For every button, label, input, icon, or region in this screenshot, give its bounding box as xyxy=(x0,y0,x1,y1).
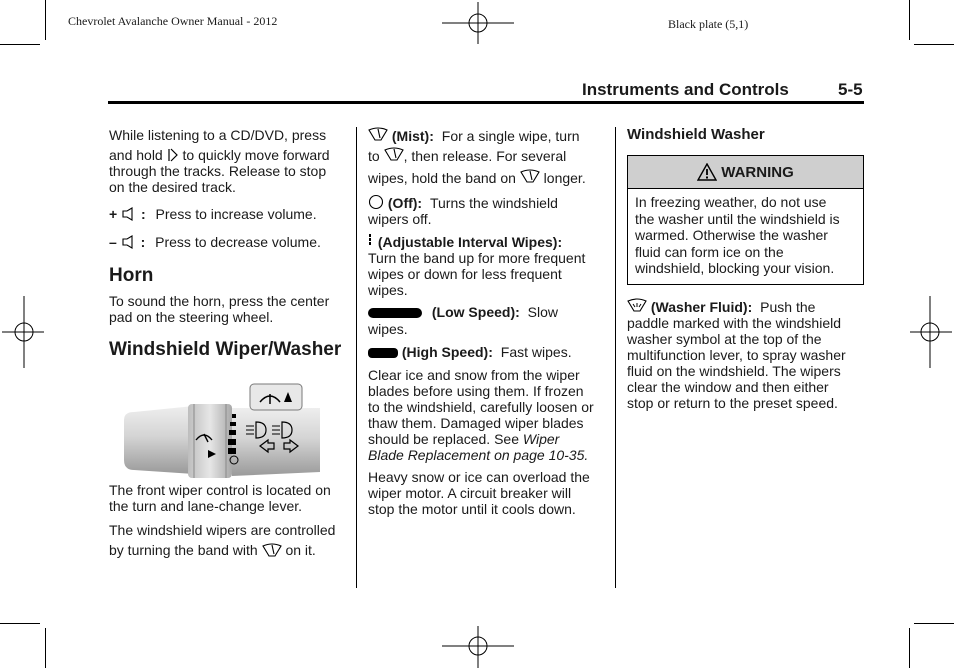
text-line: clear the window and then either xyxy=(627,379,829,395)
text-line: stop the motor until it cools down. xyxy=(368,501,576,517)
text-span: Press to decrease volume. xyxy=(155,234,321,250)
washer-fluid-paragraph xyxy=(627,298,867,411)
text-line: To sound the horn, press the center xyxy=(109,293,330,309)
text-line xyxy=(368,431,594,447)
text-line: stop or return to the preset speed. xyxy=(627,395,838,411)
washer-fluid-icon xyxy=(627,298,647,314)
off-label: (Off): xyxy=(387,195,423,211)
wiper-mist-icon xyxy=(384,147,404,163)
text-span: wipes, hold the band on xyxy=(368,170,516,186)
seek-forward-icon xyxy=(167,148,179,162)
text-line: Heavy snow or ice can overload the xyxy=(368,469,590,485)
registration-mark-icon xyxy=(2,296,44,368)
wiper-mist-icon xyxy=(368,127,388,143)
warning-box xyxy=(627,155,864,285)
horn-paragraph xyxy=(109,293,329,325)
high-speed-paragraph xyxy=(368,344,572,360)
wiper-high-speed-icon xyxy=(368,347,398,359)
text-line: thaw them. Damaged wiper blades xyxy=(368,415,584,431)
text-line xyxy=(368,127,608,144)
text-span: Push the xyxy=(760,299,816,315)
text-span: , then release. For several xyxy=(403,148,567,164)
column-divider xyxy=(615,127,616,588)
washer-fluid-label: (Washer Fluid): xyxy=(650,299,753,315)
text-span: For a single wipe, turn xyxy=(441,128,580,144)
text-line: the turn and lane-change lever. xyxy=(109,498,303,514)
text-line: multifunction lever, to spray washer xyxy=(627,347,846,363)
manual-title: Chevrolet Avalanche Owner Manual - 2012 xyxy=(68,14,278,28)
crop-mark xyxy=(0,623,40,624)
cd-paragraph xyxy=(109,127,349,197)
mist-paragraph xyxy=(368,127,608,186)
text-span: by turning the band with xyxy=(109,542,258,558)
text-line xyxy=(109,147,349,163)
text-span: to xyxy=(368,148,380,164)
text-line: Turn the band up for more frequent xyxy=(368,250,586,266)
wiper-low-speed-icon xyxy=(368,307,422,319)
text-line: While listening to a CD/DVD, press xyxy=(109,127,327,143)
low-speed-paragraph xyxy=(368,304,608,337)
page-number: 5-5 xyxy=(838,80,863,99)
text-line: on the desired track. xyxy=(109,179,236,195)
low-speed-label: (Low Speed): xyxy=(431,304,520,320)
front-wiper-paragraph xyxy=(109,482,354,514)
text-line xyxy=(109,542,354,558)
warning-header xyxy=(628,156,863,189)
text-line: the washer until the windshield is xyxy=(635,210,840,227)
text-line: Clear ice and snow from the wiper xyxy=(368,367,580,383)
crop-mark xyxy=(909,0,910,40)
volume-icon xyxy=(121,207,137,221)
crop-mark xyxy=(45,628,46,668)
wiper-mist-icon xyxy=(520,169,540,185)
text-line: paddle marked with the windshield xyxy=(627,315,842,331)
column-2 xyxy=(368,127,608,517)
column-3 xyxy=(627,127,867,143)
text-line: The front wiper control is located on xyxy=(109,482,331,498)
text-line: washer symbol at the top of the xyxy=(627,331,822,347)
registration-mark-icon xyxy=(442,2,514,44)
crop-mark xyxy=(914,623,954,624)
registration-mark-icon xyxy=(910,296,952,368)
text-span: to quickly move forward xyxy=(182,147,330,163)
text-line xyxy=(368,344,572,360)
warning-label: WARNING xyxy=(721,163,794,181)
text-line: wipes. xyxy=(368,282,408,298)
column-divider xyxy=(356,127,357,588)
text-line: wiper motor. A circuit breaker will xyxy=(368,485,572,501)
cross-reference: Blade Replacement on page 10-35. xyxy=(368,447,589,463)
heavy-snow-paragraph xyxy=(368,469,590,517)
text-line xyxy=(368,169,608,186)
header-rule xyxy=(108,101,864,104)
text-line: fluid on the windshield. The wipers xyxy=(627,363,841,379)
text-span: longer. xyxy=(543,170,586,186)
plate-label: Black plate (5,1) xyxy=(668,17,749,31)
plus-sign: + xyxy=(109,206,118,222)
volume-icon xyxy=(121,235,137,249)
section-title: Instruments and Controls xyxy=(582,80,789,99)
wiper-mist-icon xyxy=(262,543,282,557)
minus-sign: – xyxy=(109,234,117,250)
wipers-control-paragraph xyxy=(109,522,354,558)
warning-text xyxy=(628,189,863,277)
text-line: wipes. xyxy=(368,321,408,337)
text-span: Slow xyxy=(527,304,559,320)
text-line xyxy=(627,298,867,315)
off-paragraph xyxy=(368,194,558,227)
text-span: and hold xyxy=(109,147,163,163)
text-span: Fast wipes. xyxy=(500,344,572,360)
wiper-heading: Windshield Wiper/Washer xyxy=(109,339,342,360)
interval-paragraph xyxy=(368,233,585,298)
column-1 xyxy=(109,127,349,360)
text-line xyxy=(368,304,608,320)
text-line xyxy=(368,147,608,164)
text-line: In freezing weather, do not use xyxy=(635,194,827,210)
text-line: The windshield wipers are controlled xyxy=(109,522,336,538)
horn-heading: Horn xyxy=(109,265,154,286)
crop-mark xyxy=(914,44,954,45)
warning-icon xyxy=(697,163,717,181)
clear-ice-paragraph xyxy=(368,367,594,463)
text-line: warmed. Otherwise the washer xyxy=(635,227,828,243)
text-line: fluid can form ice on the xyxy=(635,243,784,260)
crop-mark xyxy=(0,44,40,45)
text-span: should be replaced. See xyxy=(368,431,519,447)
washer-heading: Windshield Washer xyxy=(627,126,765,143)
wiper-text xyxy=(109,482,354,558)
text-line xyxy=(368,194,558,211)
interval-label: (Adjustable Interval Wipes): xyxy=(377,234,563,250)
text-line: wipes or down for less frequent xyxy=(368,266,562,282)
wiper-off-icon xyxy=(368,194,384,210)
high-speed-label: (High Speed): xyxy=(401,344,493,360)
text-line: blades before using them. If frozen xyxy=(368,383,584,399)
text-span: Turns the windshield xyxy=(429,195,558,211)
text-line: windshield, blocking your vision. xyxy=(635,260,835,276)
wiper-lever-illustration xyxy=(124,382,322,480)
crop-mark xyxy=(909,628,910,668)
text-line: to the windshield, carefully loosen or xyxy=(368,399,594,415)
text-line: pad on the steering wheel. xyxy=(109,309,274,325)
text-span: Press to increase volume. xyxy=(155,206,317,222)
text-span: on it. xyxy=(285,542,316,558)
crop-mark xyxy=(45,0,46,40)
interval-wipes-icon xyxy=(368,233,374,249)
volume-down-item: – : Press to decrease volume. xyxy=(109,234,321,250)
text-line: wipers off. xyxy=(368,211,432,227)
text-line: through the tracks. Release to stop xyxy=(109,163,327,179)
cross-reference: Wiper xyxy=(522,431,560,447)
volume-up-item: + : Press to increase volume. xyxy=(109,206,317,222)
text-line xyxy=(368,233,585,250)
registration-mark-icon xyxy=(442,626,514,668)
mist-label: (Mist): xyxy=(391,128,434,144)
